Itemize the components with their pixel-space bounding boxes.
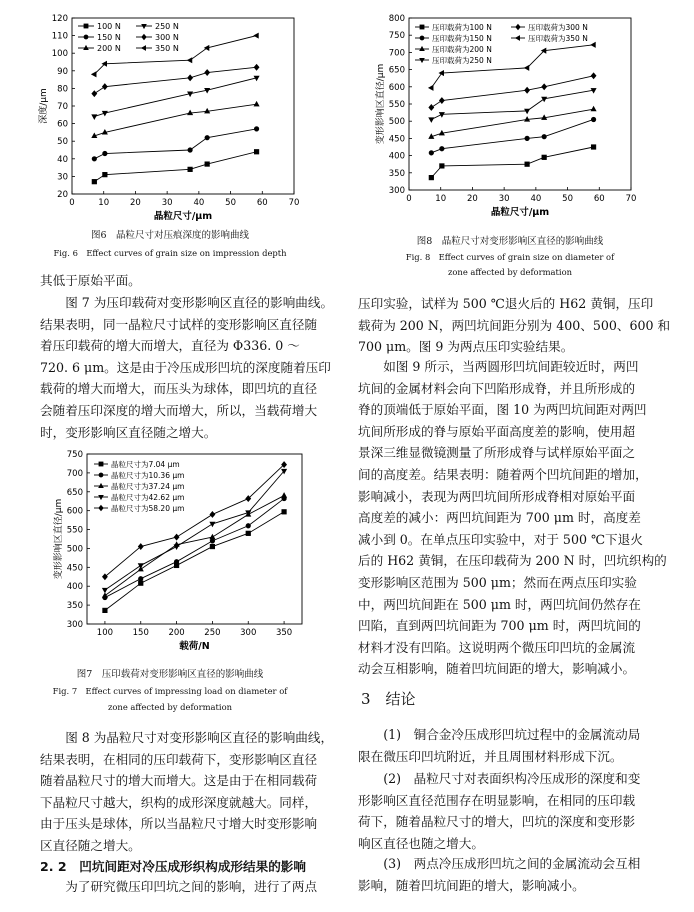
series-line: [94, 129, 256, 159]
data-point: [102, 574, 107, 580]
text-line: 720. 6 μm。这是由于冷压成形凹坑的深度随着压印: [40, 359, 331, 375]
data-point: [254, 101, 259, 106]
data-point: [246, 531, 251, 536]
x-axis-label: 载荷/N: [179, 641, 210, 652]
y-tick-label: 300: [66, 620, 83, 630]
series-0: [429, 145, 596, 180]
text-line: 载荷的增大而增大，而压头为球体，即凹坑的直径: [40, 381, 318, 397]
data-point: [254, 149, 259, 154]
y-tick-label: 450: [388, 134, 405, 145]
x-tick-label: 20: [130, 198, 141, 208]
text-line: (2) 晶粒尺寸对表面织构冷压成形的深度和变: [358, 771, 641, 786]
y-tick-label: 700: [388, 48, 405, 59]
y-tick-label: 450: [66, 563, 83, 574]
text-line: 间的高度差。结果表明：随着两个凹坑间距的增加，: [358, 466, 648, 482]
legend-marker: [420, 36, 424, 40]
x-tick-label: 100: [96, 628, 114, 638]
data-point: [92, 91, 97, 97]
y-tick-label: 70: [57, 102, 68, 112]
legend-label: 200 N: [97, 44, 121, 53]
x-tick-label: 150: [132, 628, 149, 638]
right-para-a: [358, 293, 671, 358]
x-tick-label: 30: [498, 194, 510, 204]
x-tick-label: 10: [98, 198, 110, 208]
series-0: [92, 149, 259, 184]
text-line: 其低于原始平面。: [40, 273, 141, 288]
legend-label: 300 N: [155, 33, 179, 42]
data-point: [429, 85, 434, 90]
data-point: [102, 84, 107, 90]
y-axis-label: 变形影响区直径/μm: [376, 63, 386, 145]
y-tick-label: 120: [51, 14, 68, 24]
series-line: [94, 104, 256, 136]
legend-label: 晶粒尺寸为37.24 μm: [111, 482, 185, 491]
series-line: [431, 76, 593, 108]
data-point: [210, 511, 215, 517]
data-point: [103, 608, 108, 613]
y-tick-label: 60: [57, 119, 68, 130]
right-para-c: [358, 724, 658, 767]
legend-marker: [515, 36, 519, 41]
legend-marker: [420, 25, 424, 29]
legend-label: 晶粒尺寸为42.62 μm: [111, 493, 185, 502]
legend-label: 150 N: [97, 33, 121, 42]
data-point: [205, 70, 210, 76]
y-tick-label: 800: [388, 14, 405, 24]
legend-entry: [511, 33, 588, 43]
text-line: 坑间的金属材料会向下凹陷形成脊，并且所形成的: [358, 380, 636, 396]
legend-entry: [415, 55, 492, 65]
legend-marker: [84, 35, 88, 39]
y-tick-label: 500: [388, 117, 405, 128]
data-point: [92, 157, 97, 162]
x-tick-label: 60: [256, 198, 268, 208]
data-point: [525, 162, 530, 167]
data-point: [103, 172, 108, 177]
legend-label: 压印载荷为150 N: [432, 34, 492, 43]
series-line: [94, 67, 256, 93]
x-tick-label: 70: [625, 194, 637, 204]
text-line: (3) 两点冷压成形凹坑之间的金属流动会互相: [358, 856, 641, 871]
fig6-chart: [12, 6, 312, 231]
x-tick-label: 250: [204, 628, 221, 638]
data-point: [429, 175, 434, 180]
text-line: 响区直径也随之增大。: [358, 835, 484, 851]
series-line: [105, 512, 284, 611]
series-line: [431, 90, 593, 119]
y-tick-label: 90: [57, 66, 68, 77]
legend-marker: [84, 24, 88, 28]
data-point: [439, 98, 444, 104]
data-point: [440, 164, 445, 169]
y-tick-label: 550: [388, 100, 405, 110]
text-line: 凹陷，直到两凹坑间距为 700 μm 时，两凹坑间的: [358, 618, 641, 634]
x-tick-label: 40: [193, 198, 205, 208]
data-point: [210, 534, 215, 539]
data-point: [102, 588, 107, 593]
x-tick-label: 30: [161, 198, 173, 208]
y-tick-label: 400: [66, 582, 83, 593]
data-point: [174, 534, 179, 540]
legend-entry: [415, 33, 492, 43]
data-point: [429, 104, 434, 110]
data-point: [138, 576, 143, 581]
data-point: [254, 127, 259, 132]
fig6-caption-cn: 图6 晶粒尺寸对压痕深度的影响曲线: [90, 230, 250, 241]
legend-marker: [142, 34, 147, 39]
data-point: [205, 135, 210, 140]
series-line: [431, 119, 593, 152]
legend-entry: [511, 22, 588, 32]
right-para-e: [358, 853, 658, 896]
legend-entry: [415, 44, 492, 54]
fig8-chart: [365, 6, 665, 231]
text-line: 限在微压印凹坑附近，并且周围材料形成下沉。: [358, 748, 623, 764]
x-tick-label: 50: [562, 194, 573, 204]
text-line: 形影响区直径范围存在明显影响，在相同的压印载: [358, 792, 636, 808]
data-point: [591, 145, 596, 150]
data-point: [188, 75, 193, 81]
y-tick-label: 20: [57, 190, 68, 200]
data-point: [542, 97, 547, 102]
y-tick-label: 600: [388, 82, 405, 93]
series-line: [105, 499, 284, 598]
text-line: 结果表明，同一晶粒尺寸试样的变形影响区直径随: [40, 316, 318, 332]
data-point: [188, 148, 193, 153]
legend-label: 压印载荷为350 N: [528, 34, 588, 43]
legend-label: 晶粒尺寸为58.20 μm: [111, 504, 185, 513]
y-tick-label: 40: [57, 154, 68, 165]
legend-marker: [99, 462, 103, 466]
legend-label: 晶粒尺寸为7.04 μm: [111, 460, 180, 469]
text-line: 图 7 为压印载荷对变形影响区直径的影响曲线。: [40, 295, 334, 310]
series-2: [92, 101, 259, 137]
legend-entry: [94, 503, 184, 513]
x-tick-label: 20: [467, 194, 478, 204]
data-point: [92, 115, 97, 120]
legend-marker: [141, 46, 145, 51]
y-tick-label: 80: [57, 84, 68, 95]
y-tick-label: 500: [66, 544, 83, 555]
series-line: [431, 109, 593, 137]
series-3: [92, 76, 259, 119]
text-line: 区直径随之增大。: [40, 837, 141, 853]
series-4: [429, 73, 596, 111]
y-axis-label: 深度/μm: [39, 88, 49, 124]
text-line: 影响减小，表现为两凹坑间所形成脊相对原始平面: [358, 488, 636, 504]
right-para-d: [358, 768, 658, 854]
legend-entry: [94, 470, 184, 480]
data-point: [439, 71, 444, 76]
fig8-caption-en-1: Fig. 8 Effect curves of grain size on diameter of: [405, 252, 615, 262]
data-point: [254, 33, 259, 38]
text-line: 着压印载荷的增大而增大，直径为 Φ336. 0 ～: [40, 338, 300, 354]
y-tick-label: 30: [57, 172, 68, 183]
text-line: 材料才没有凹陷。这说明两个微压印凹坑的金属流: [358, 639, 636, 655]
text-line: 荷下，随着晶粒尺寸的增大，凹坑的深度和变形影: [358, 814, 636, 830]
text-line: 动会互相影响，随着凹坑间距的增大，影响减小。: [358, 661, 636, 677]
legend-label: 350 N: [155, 44, 179, 53]
text-line: 高度差的减小：两凹坑间距为 700 μm 时，高度差: [358, 510, 641, 526]
fig7-caption-en-2: zone affected by deformation: [107, 702, 233, 712]
x-tick-label: 50: [225, 198, 236, 208]
legend-entry: [136, 44, 179, 53]
text-line: (1) 铜合金冷压成形凹坑过程中的金属流动局: [358, 727, 641, 742]
x-tick-label: 350: [275, 628, 293, 638]
legend-marker: [99, 505, 104, 510]
y-tick-label: 110: [51, 31, 68, 42]
legend-label: 压印载荷为250 N: [432, 56, 492, 65]
text-line: 700 μm。图 9 为两点压印实验结果。: [358, 339, 574, 355]
data-point: [174, 559, 179, 564]
legend-label: 压印载荷为200 N: [432, 45, 492, 54]
text-line: 图 8 为晶粒尺寸对变形影响区直径的影响曲线，: [40, 730, 334, 745]
y-tick-label: 600: [66, 506, 83, 517]
x-axis-label: 晶粒尺寸/μm: [490, 207, 550, 218]
x-tick-label: 0: [69, 198, 75, 208]
data-point: [591, 42, 596, 47]
text-line: 变形影响区范围为 500 μm；然而在两点压印实验: [358, 574, 637, 590]
legend-marker: [516, 24, 521, 29]
y-tick-label: 550: [66, 525, 83, 536]
y-tick-label: 750: [66, 450, 83, 460]
series-line: [94, 152, 256, 182]
data-point: [525, 87, 530, 93]
legend-label: 250 N: [155, 22, 179, 31]
text-line: 结果表明，在相同的压印载荷下，变形影响区直径: [40, 751, 318, 767]
left-para-c: [40, 727, 335, 857]
legend-entry: [415, 22, 492, 32]
legend-label: 100 N: [97, 22, 121, 31]
series-4: [92, 64, 259, 96]
x-tick-label: 300: [240, 628, 257, 638]
text-line: 为了研究微压印凹坑之间的影响，进行了两点: [40, 879, 318, 894]
data-point: [440, 146, 445, 151]
text-line: 影响，随着凹坑间距的增大，影响减小。: [358, 877, 585, 893]
data-point: [92, 179, 97, 184]
series-line: [94, 78, 256, 117]
text-line: 压印实验，试样为 500 ℃退火后的 H62 黄铜，压印: [358, 296, 654, 311]
text-line: 时，变形影响区直径随之增大。: [40, 424, 217, 440]
text-line: 中，两凹坑间距在 500 μm 时，两凹坑间仍然存在: [358, 596, 641, 612]
fig8-caption-en-2: zone affected by deformation: [447, 267, 573, 277]
data-point: [210, 522, 215, 527]
legend-entry: [136, 33, 179, 42]
text-line: 随着晶粒尺寸的增大而增大。这是由于在相同载荷: [40, 773, 318, 789]
data-point: [524, 65, 529, 70]
data-point: [282, 510, 287, 515]
right-para-b: [358, 356, 667, 680]
data-point: [246, 523, 251, 528]
y-tick-label: 750: [388, 31, 405, 42]
text-line: 坑间所形成的脊与原始平面高度差的影响，使用超: [358, 423, 636, 439]
text-line: 后的 H62 黄铜，在压印载荷为 200 N 时，凹坑织构的: [358, 553, 667, 569]
x-axis-label: 晶粒尺寸/μm: [153, 211, 213, 222]
legend-entry: [94, 481, 184, 491]
y-tick-label: 100: [51, 49, 68, 60]
y-tick-label: 50: [57, 137, 68, 148]
fig6-caption-en: Fig. 6 Effect curves of grain size on impression depth: [53, 248, 287, 258]
left-para-b: [40, 292, 335, 443]
y-axis-label: 变形影响区直径/μm: [54, 498, 64, 580]
x-tick-label: 10: [435, 194, 447, 204]
y-tick-label: 350: [66, 601, 83, 612]
data-point: [542, 134, 547, 139]
data-point: [138, 544, 143, 550]
data-point: [102, 593, 107, 598]
y-tick-label: 400: [388, 151, 405, 162]
text-line: 景深三维显微镜测量了所形成脊与试样原始平面之: [358, 445, 636, 461]
text-line: 减小到 0。在单点压印实验中，对于 500 ℃下退火: [358, 531, 643, 547]
fig7-caption-cn: 图7 压印载荷对变形影响区直径的影响曲线: [76, 669, 264, 680]
text-line: 会随着压印深度的增大而增大，所以，当载荷增大: [40, 402, 318, 418]
x-tick-label: 60: [593, 194, 605, 204]
data-point: [282, 493, 287, 498]
legend-marker: [99, 473, 103, 477]
text-line: 由于压头是球体，所以当晶粒尺寸增大时变形影响: [40, 816, 318, 832]
data-point: [254, 64, 259, 70]
legend-entry: [78, 33, 121, 42]
data-point: [525, 136, 530, 141]
y-tick-label: 300: [388, 186, 405, 196]
data-point: [187, 58, 192, 63]
section-3-heading: 3 结论: [361, 690, 416, 708]
fig7-chart: [32, 444, 317, 666]
series-3: [429, 88, 596, 122]
legend-entry: [94, 459, 180, 469]
data-point: [542, 155, 547, 160]
legend-label: 压印载荷为100 N: [432, 23, 492, 32]
y-tick-label: 650: [388, 65, 405, 76]
x-tick-label: 0: [406, 194, 412, 204]
legend-label: 压印载荷为300 N: [528, 23, 588, 32]
data-point: [591, 117, 596, 122]
data-point: [591, 73, 596, 79]
data-point: [103, 151, 108, 156]
text-line: 如图 9 所示，当两圆形凹坑间距较近时，两凹: [358, 359, 639, 374]
legend-entry: [78, 22, 121, 31]
legend-label: 晶粒尺寸为10.36 μm: [111, 471, 185, 480]
y-tick-label: 350: [388, 168, 405, 179]
series-1: [92, 127, 259, 162]
data-point: [138, 581, 143, 586]
data-point: [205, 162, 210, 167]
data-point: [429, 118, 434, 123]
legend-entry: [136, 22, 179, 31]
fig8-caption-cn: 图8 晶粒尺寸对变形影响区直径的影响曲线: [416, 236, 604, 247]
x-tick-label: 200: [168, 628, 185, 638]
legend-entry: [94, 492, 184, 502]
text-line: 下晶粒尺寸越大，织构的成形深度就越大。同样，: [40, 794, 318, 810]
data-point: [429, 151, 434, 156]
data-point: [542, 84, 547, 90]
x-tick-label: 40: [530, 194, 542, 204]
x-tick-label: 70: [288, 198, 300, 208]
text-line: 脊的顶端低于原始平面，图 10 为两凹坑间距对两凹: [358, 402, 647, 418]
left-para-a: [40, 270, 335, 292]
fig7-caption-en-1: Fig. 7 Effect curves of impressing load on diameter of: [52, 686, 288, 696]
legend-entry: [78, 44, 121, 53]
series-1: [429, 117, 596, 155]
data-point: [188, 167, 193, 172]
text-line: 载荷为 200 N，两凹坑间距分别为 400、500、600 和: [358, 317, 671, 333]
data-point: [210, 544, 215, 549]
data-point: [210, 539, 215, 544]
series-line: [431, 147, 593, 178]
y-tick-label: 700: [66, 468, 83, 479]
data-point: [92, 72, 97, 77]
section-2-2-heading: 2. 2 凹坑间距对冷压成形织构成形结果的影响: [40, 859, 306, 874]
series-0: [103, 510, 287, 613]
y-tick-label: 650: [66, 487, 83, 498]
left-para-d: [40, 876, 335, 898]
data-point: [591, 106, 596, 111]
